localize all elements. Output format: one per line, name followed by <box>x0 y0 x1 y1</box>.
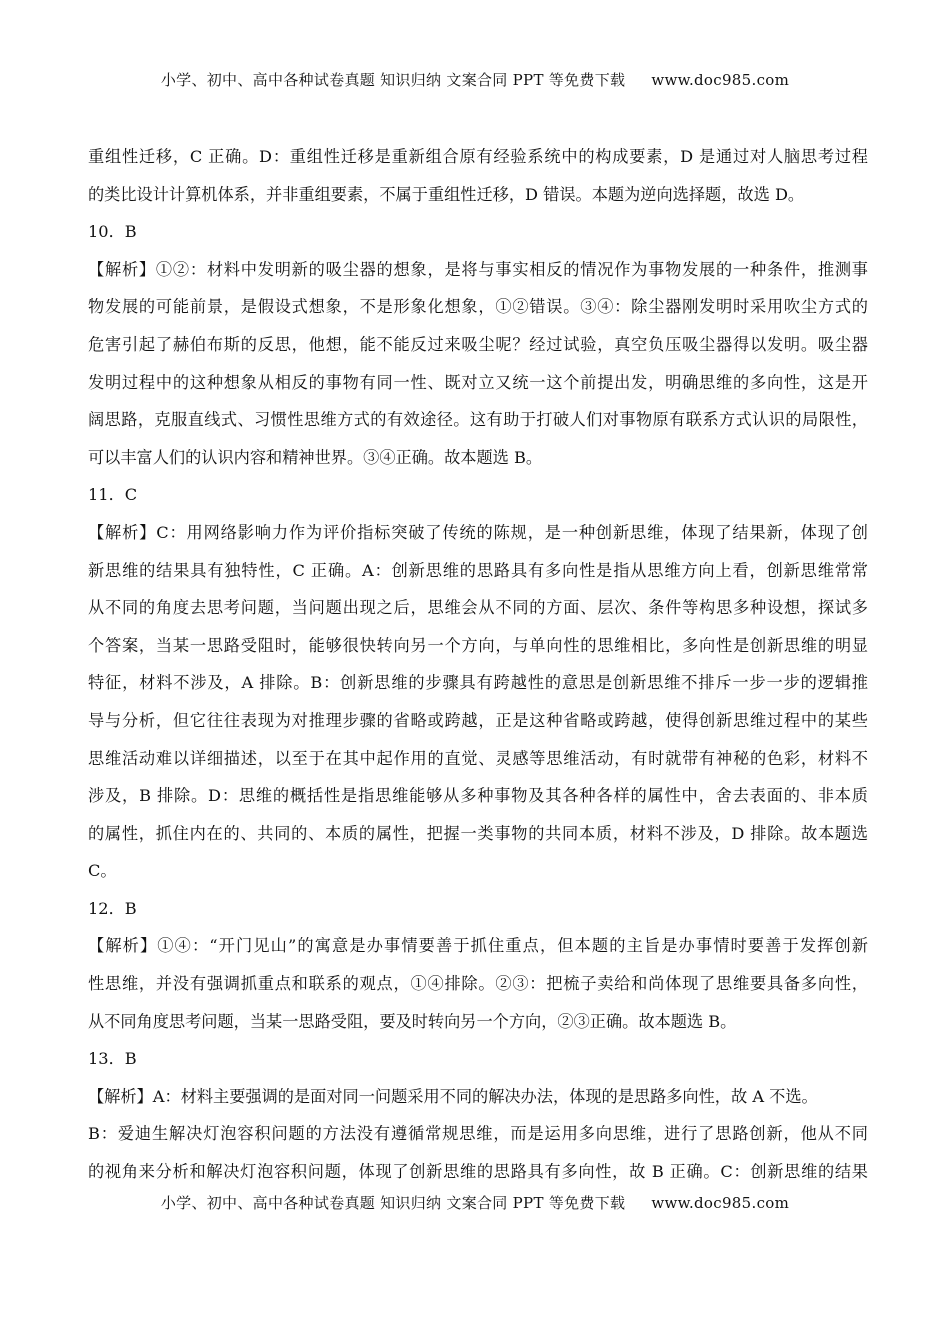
text-line: 涉及，B 排除。D：思维的概括性是指思维能够从多种事物及其各种各样的属性中，舍去表面的、非本质 <box>88 786 868 806</box>
text-line: 【解析】①②：材料中发明新的吸尘器的想象，是将与事实相反的情况作为事物发展的一种条件，推测事 <box>88 259 868 279</box>
text-line: 【解析】A：材料主要强调的是面对同一问题采用不同的解决办法，体现的是思路多向性，故 A 不选。 <box>88 1086 818 1106</box>
text-line: 的属性，抓住内在的、共同的、本质的属性，把握一类事物的共同本质，材料不涉及，D 排除。故本题选 <box>88 823 868 843</box>
header-text: 小学、初中、高中各种试卷真题 知识归纳 文案合同 PPT 等免费下载 <box>160 71 626 89</box>
text-line: 的类比设计计算机体系，并非重组要素，不属于重组性迁移，D 错误。本题为逆向选择题，故选 D。 <box>88 184 805 204</box>
text-line: 个答案，当某一思路受阻时，能够很快转向另一个方向，与单向性的思维相比，多向性是创新思维的明显 <box>88 635 868 655</box>
answer-explanations <box>88 138 868 1191</box>
header-site-link[interactable]: www.doc985.com <box>651 71 790 89</box>
text-line: B：爱迪生解决灯泡容积问题的方法没有遵循常规思维，而是运用多向思维，进行了思路创新，他从不同 <box>88 1124 868 1144</box>
text-line: 从不同角度思考问题，当某一思路受阻，要及时转向另一个方向，②③正确。故本题选 B。 <box>88 1011 737 1031</box>
footer-site-link[interactable]: www.doc985.com <box>651 1194 790 1212</box>
question-number: 13．B <box>88 1049 137 1069</box>
footer-text: 小学、初中、高中各种试卷真题 知识归纳 文案合同 PPT 等免费下载 <box>160 1194 626 1212</box>
text-line: 重组性迁移，C 正确。D：重组性迁移是重新组合原有经验系统中的构成要素，D 是通过对人脑思考过程 <box>88 147 868 166</box>
text-line: 思维活动难以详细描述，以至于在其中起作用的直觉、灵感等思维活动，有时就带有神秘的色彩，材料不 <box>88 748 868 768</box>
text-line: 导与分析，但它往往表现为对推理步骤的省略或跨越，正是这种省略或跨越，使得创新思维过程中的某些 <box>88 710 868 730</box>
page-header <box>0 69 950 90</box>
text-line: 特征，材料不涉及，A 排除。B：创新思维的步骤具有跨越性的意思是创新思维不排斥一步一步的逻辑推 <box>88 673 868 693</box>
text-line: 【解析】①④：“开门见山”的寓意是办事情要善于抓住重点，但本题的主旨是办事情时要善于发挥创新 <box>88 936 868 956</box>
text-line: 发明过程中的这种想象从相反的事物有同一性、既对立又统一这个前提出发，明确思维的多向性，这是开 <box>88 372 868 392</box>
text-line: 阔思路，克服直线式、习惯性思维方式的有效途径。这有助于打破人们对事物原有联系方式认识的局限性， <box>88 410 868 430</box>
text-line: 从不同的角度去思考问题，当问题出现之后，思维会从不同的方面、层次、条件等构思多种设想，探试多 <box>88 598 868 618</box>
question-number: 12．B <box>88 898 137 918</box>
page-footer <box>0 1192 950 1213</box>
text-line: 新思维的结果具有独特性，C 正确。A：创新思维的思路具有多向性是指从思维方向上看，创新思维常常 <box>88 560 868 580</box>
text-line: 【解析】C：用网络影响力作为评价指标突破了传统的陈规，是一种创新思维，体现了结果新，体现了创 <box>88 522 868 542</box>
question-number: 10．B <box>88 222 137 242</box>
question-number: 11．C <box>88 485 138 505</box>
text-line: 可以丰富人们的认识内容和精神世界。③④正确。故本题选 B。 <box>88 447 543 467</box>
text-line: 性思维，并没有强调抓重点和联系的观点，①④排除。②③：把梳子卖给和尚体现了思维要具备多向性， <box>88 974 868 994</box>
text-line: 的视角来分析和解决灯泡容积问题，体现了创新思维的思路具有多向性，故 B 正确。C：创新思维的结果 <box>88 1162 868 1182</box>
text-line: 物发展的可能前景，是假设式想象，不是形象化想象，①②错误。③④：除尘器刚发明时采用吹尘方式的 <box>88 297 868 317</box>
text-line: C。 <box>88 861 117 881</box>
text-line: 危害引起了赫伯布斯的反思，他想，能不能反过来吸尘呢？经过试验，真空负压吸尘器得以发明。吸尘器 <box>88 334 868 354</box>
